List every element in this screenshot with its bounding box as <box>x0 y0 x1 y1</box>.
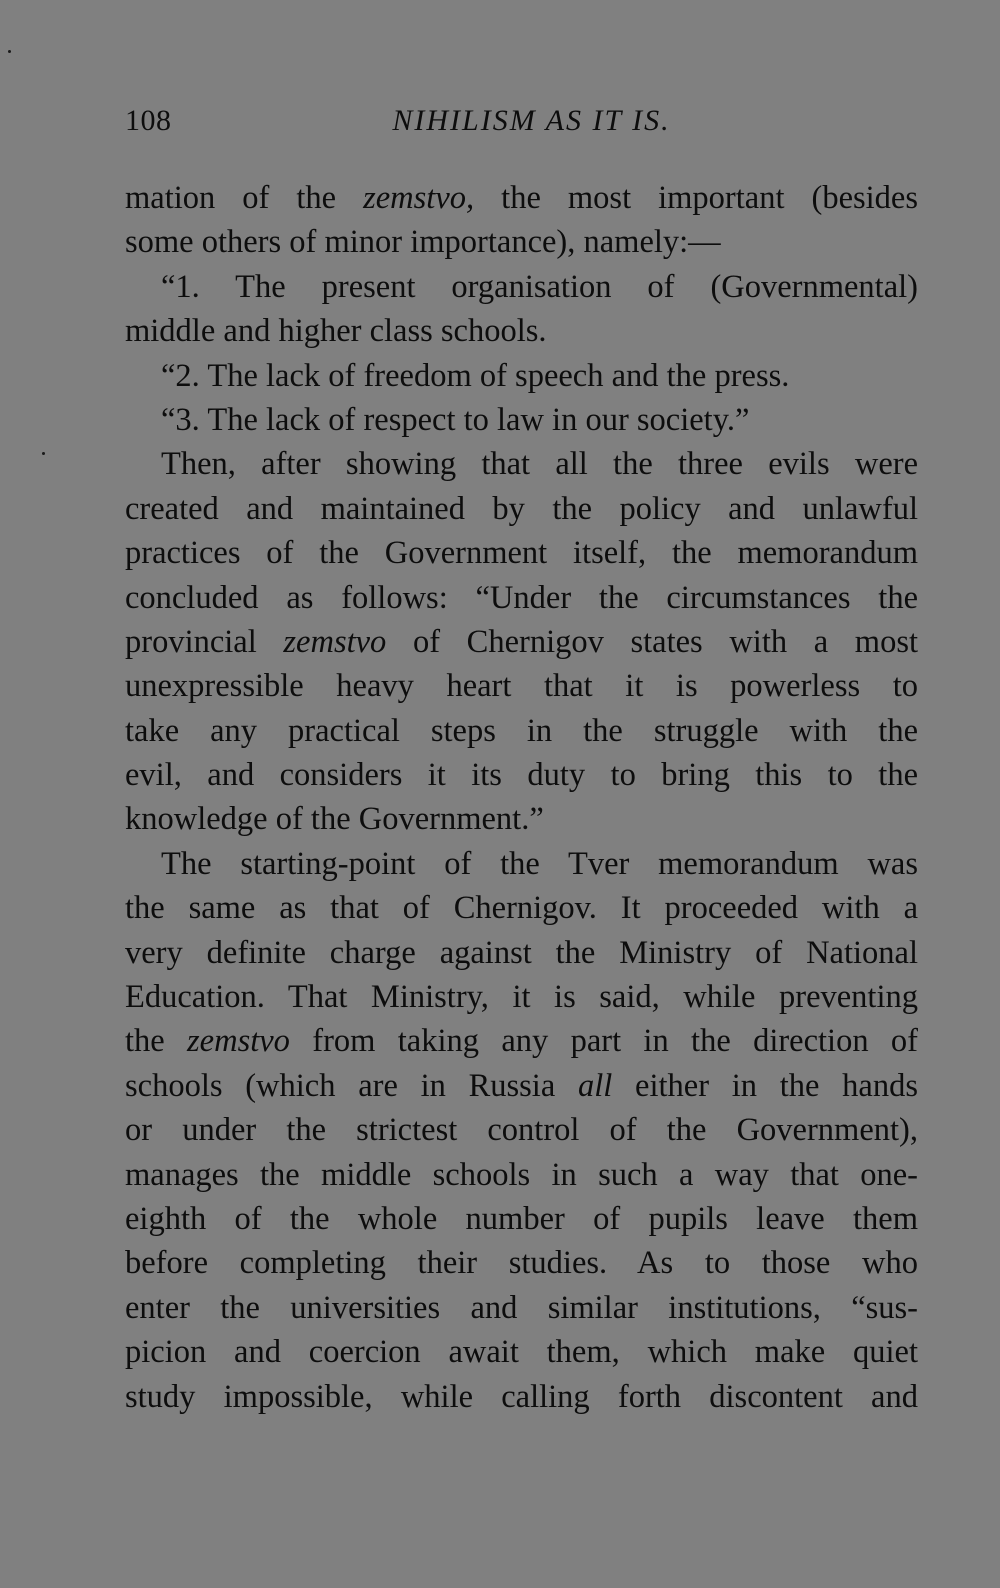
text-line <box>125 442 918 486</box>
text-line <box>125 1019 918 1063</box>
text-line <box>125 531 918 575</box>
text-segment: evil, and considers it its duty to bring this to the <box>125 757 918 794</box>
text-segment: Then, after showing that all the three evils were <box>161 446 918 483</box>
text-line <box>125 975 918 1019</box>
text-line <box>125 931 918 975</box>
text-line <box>125 398 918 442</box>
text-segment: some others of minor importance), namely:— <box>125 224 721 261</box>
text-segment: Education. That Ministry, it is said, while preventing <box>125 979 918 1016</box>
text-segment: before completing their studies. As to those who <box>125 1245 918 1282</box>
text-line <box>125 354 918 398</box>
text-line <box>125 1153 918 1197</box>
body-text <box>125 176 918 1419</box>
text-segment: knowledge of the Government.” <box>125 801 544 838</box>
text-line <box>125 1330 918 1374</box>
text-line <box>125 265 918 309</box>
running-title: NIHILISM AS IT IS. <box>392 104 671 137</box>
text-line <box>125 709 918 753</box>
text-segment: created and maintained by the policy and unlawful <box>125 490 918 527</box>
text-line <box>125 620 918 664</box>
text-line <box>125 1286 918 1330</box>
text-segment: take any practical steps in the struggle with the <box>125 712 918 749</box>
text-segment: manages the middle schools in such a way that one- <box>125 1156 918 1193</box>
text-segment: eighth of the whole number of pupils leave them <box>125 1200 918 1237</box>
text-segment: “1. The present organisation of (Governmental) <box>161 268 918 305</box>
italic-term: zemstvo, <box>363 180 475 216</box>
text-line <box>125 753 918 797</box>
text-segment: enter the universities and similar institutions, “sus- <box>125 1289 918 1326</box>
text-segment: practices of the Government itself, the memorandum <box>125 535 918 572</box>
text-segment: of Chernigov states with a most <box>386 623 918 660</box>
text-segment: schools (which are in Russia <box>125 1067 578 1104</box>
text-segment: “3. The lack of respect to law in our society.” <box>161 401 750 438</box>
text-segment: the most important (besides <box>474 180 918 216</box>
italic-term: zemstvo <box>187 1023 290 1060</box>
text-line <box>125 1064 918 1108</box>
text-segment: study impossible, while calling forth discontent and <box>125 1378 918 1415</box>
text-segment: the <box>125 1023 188 1060</box>
text-segment: concluded as follows: “Under the circumstances the <box>125 579 918 616</box>
text-line <box>125 886 918 930</box>
text-line <box>125 1241 918 1285</box>
text-line <box>125 220 918 264</box>
text-segment: picion and coercion await them, which make quiet <box>125 1334 918 1371</box>
text-line <box>125 176 918 220</box>
text-segment: the same as that of Chernigov. It proceeded with a <box>125 890 918 927</box>
page-header <box>125 104 918 144</box>
text-segment: from taking any part in the direction of <box>289 1023 918 1060</box>
italic-term: all <box>578 1067 613 1104</box>
text-segment: either in the hands <box>612 1067 918 1104</box>
text-segment: unexpressible heavy heart that it is powerless to <box>125 668 918 705</box>
text-line <box>125 576 918 620</box>
text-line <box>125 1375 918 1419</box>
text-segment: mation of the <box>125 180 364 216</box>
scan-speck <box>42 452 45 455</box>
text-segment: or under the strictest control of the Government), <box>125 1112 918 1149</box>
scan-speck <box>8 50 11 53</box>
text-segment: very definite charge against the Ministry of National <box>125 934 918 971</box>
text-segment: The starting-point of the Tver memorandum was <box>161 845 918 882</box>
text-segment: provincial <box>125 623 284 660</box>
text-line <box>125 487 918 531</box>
text-line <box>125 309 918 353</box>
text-line <box>125 1197 918 1241</box>
text-segment: middle and higher class schools. <box>125 313 547 350</box>
text-line <box>125 664 918 708</box>
italic-term: zemstvo <box>283 623 387 660</box>
text-line <box>125 1108 918 1152</box>
text-line <box>125 797 918 841</box>
text-segment: “2. The lack of freedom of speech and the press. <box>161 357 790 394</box>
page-number: 108 <box>125 104 172 137</box>
text-line <box>125 842 918 886</box>
